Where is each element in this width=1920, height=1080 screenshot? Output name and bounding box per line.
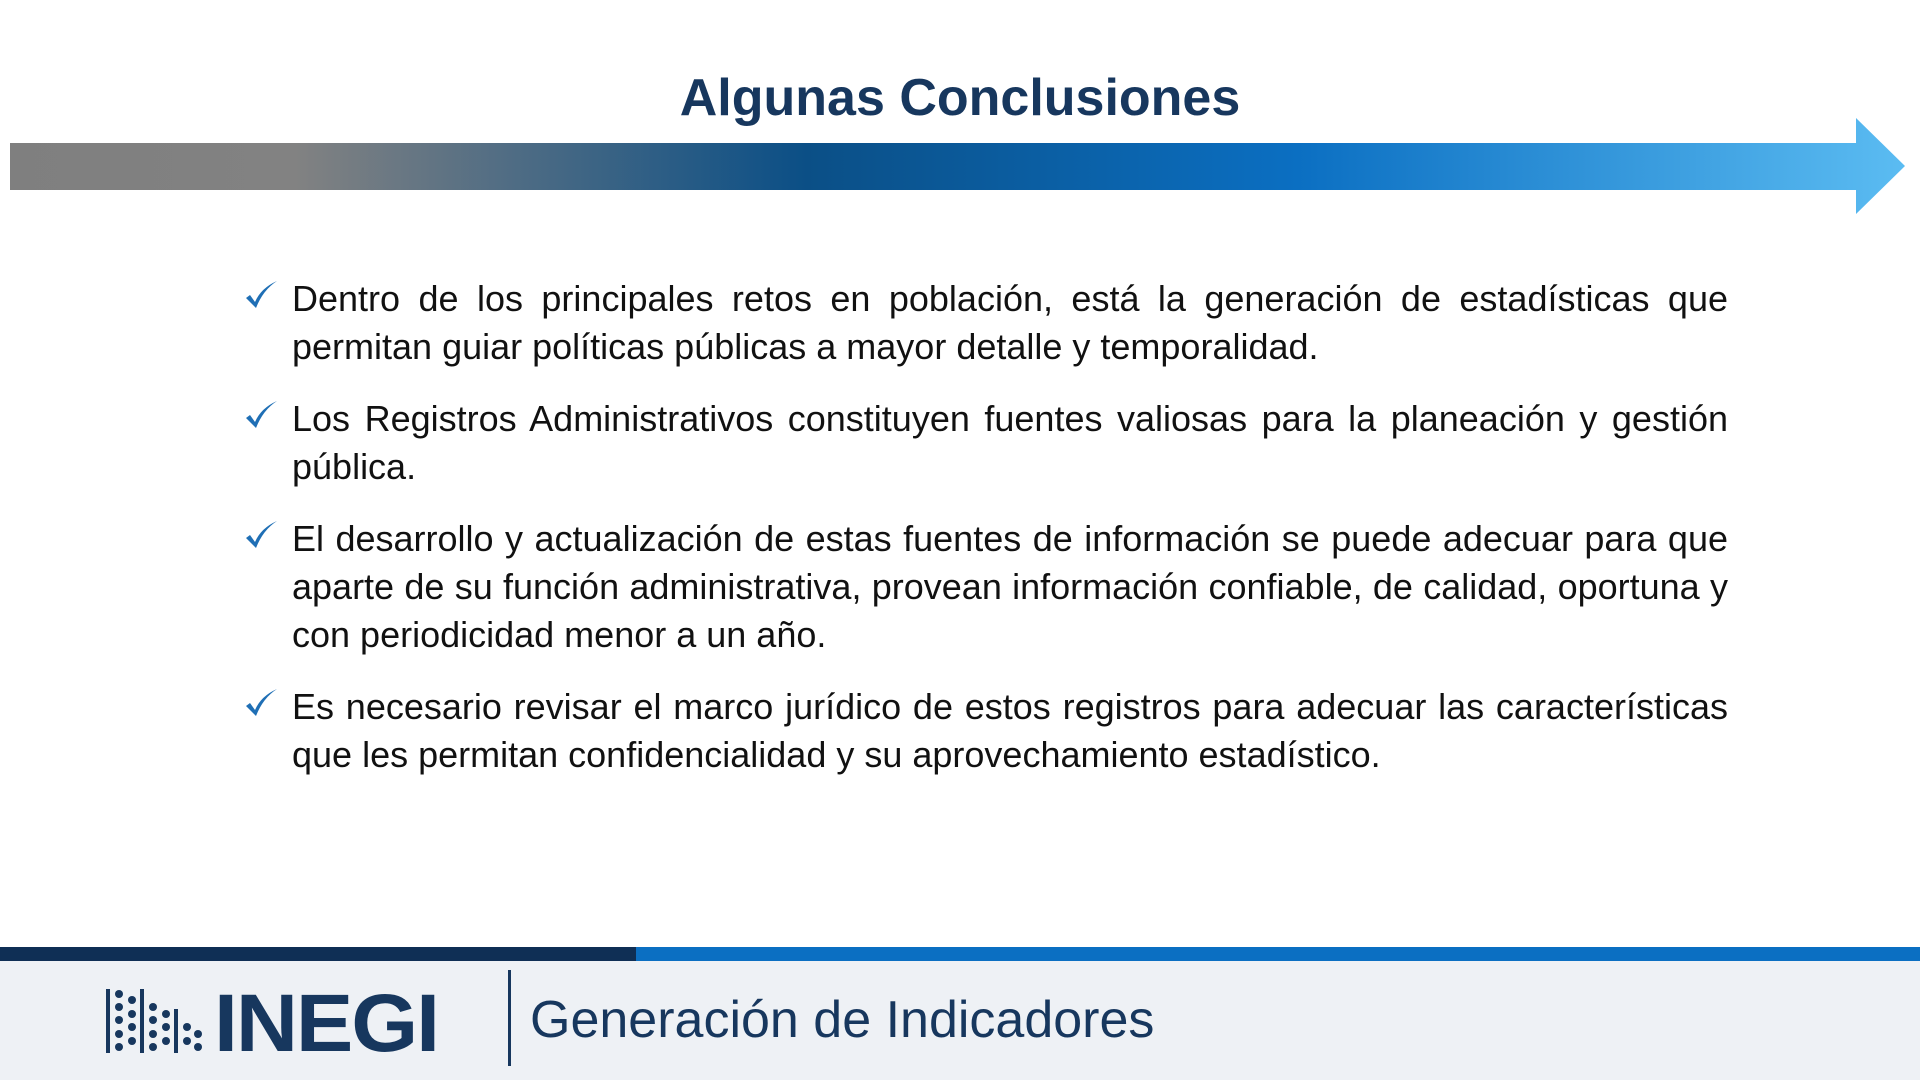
list-item (240, 683, 1728, 779)
list-item (240, 275, 1728, 371)
footer-divider (508, 970, 511, 1066)
bullet-text: El desarrollo y actualización de estas fuentes de información se puede adecuar para que aparte de su función administrativa, provean información confiable, de calidad, oportuna y con periodicidad menor a un año. (292, 518, 1728, 655)
footer-stripe-blue (636, 947, 1920, 961)
conclusions-list (240, 275, 1728, 803)
footer-subtitle: Generación de Indicadores (530, 991, 1155, 1049)
slide-title: Algunas Conclusiones (679, 69, 1241, 127)
footer-stripe-dark (0, 947, 636, 961)
inegi-logo-dots-icon (106, 989, 202, 1053)
check-icon (243, 398, 279, 434)
gradient-arrow-banner (10, 118, 1910, 218)
check-icon (243, 518, 279, 554)
bullet-text: Dentro de los principales retos en población, está la generación de estadísticas que permitan guiar políticas públicas a mayor detalle y temporalidad. (292, 278, 1728, 367)
list-item (240, 515, 1728, 659)
bullet-text: Es necesario revisar el marco jurídico de estos registros para adecuar las características que les permitan confidencialidad y su aprovechamiento estadístico. (292, 686, 1728, 775)
check-icon (243, 278, 279, 314)
check-icon (243, 686, 279, 722)
list-item (240, 395, 1728, 491)
inegi-logo-text: INEGI (214, 978, 438, 1069)
bullet-text: Los Registros Administrativos constituyen fuentes valiosas para la planeación y gestión pública. (292, 398, 1728, 487)
